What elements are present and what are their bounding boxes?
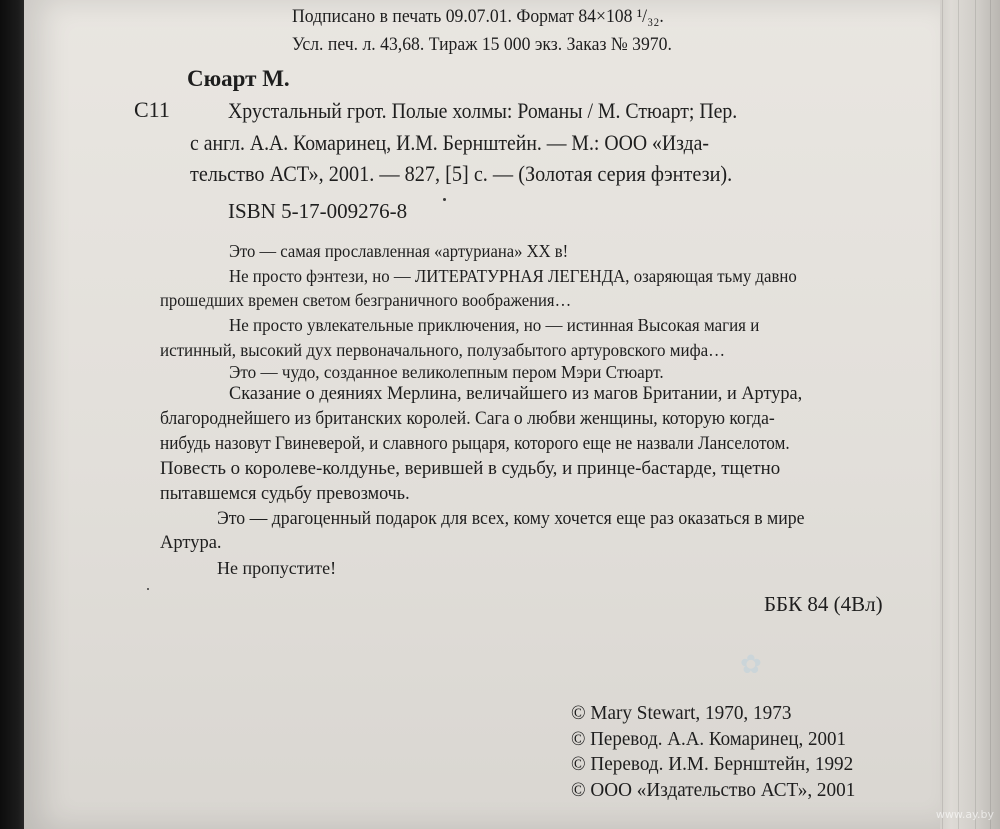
site-watermark: www.ay.by xyxy=(935,808,994,821)
annotation-line: Повесть о королеве-колдунье, верившей в судьбу, и принце-бастарде, тщетно xyxy=(160,459,781,479)
annotation-line: Не просто увлекательные приключения, но — истинная Высокая магия и xyxy=(229,315,760,335)
annotation-line: Сказание о деяниях Мерлина, величайшего из магов Британии, и Артура, xyxy=(229,384,803,404)
page-edge xyxy=(930,0,1000,829)
copyright-line: © Mary Stewart, 1970, 1973 xyxy=(571,702,792,724)
faint-stamp-icon: ✿ xyxy=(740,650,762,680)
biblio-line: с англ. А.А. Комаринец, И.М. Бернштейн. — М.: ООО «Изда- xyxy=(190,130,709,155)
annotation-line: Артура. xyxy=(160,533,222,553)
author-name: Сюарт М. xyxy=(187,66,290,91)
annotation-line: Это — драгоценный подарок для всех, кому хочется еще раз оказаться в мире xyxy=(217,509,805,529)
imprint-line: Усл. печ. л. 43,68. Тираж 15 000 экз. Заказ № 3970. xyxy=(292,34,672,55)
annotation-line: благороднейшего из британских королей. Сага о любви женщины, которую когда- xyxy=(160,409,775,429)
imprint-line: Подписано в печать 09.07.01. Формат 84×108 ¹/₃₂. xyxy=(292,6,664,27)
bbk-code: ББК 84 (4Вл) xyxy=(764,592,883,616)
copyright-line: © ООО «Издательство АСТ», 2001 xyxy=(571,779,856,801)
annotation-line: пытавшемся судьбу превозмочь. xyxy=(160,484,410,504)
annotation-line: нибудь назовут Гвиневерой, и славного рыцаря, которого еще не назвали Ланселотом. xyxy=(160,434,790,454)
copyright-line: © Перевод. А.А. Комаринец, 2001 xyxy=(571,728,847,750)
annotation-closing: Не пропустите! xyxy=(217,558,337,578)
ink-speck xyxy=(147,588,149,590)
biblio-line: тельство АСТ», 2001. — 827, [5] с. — (Золотая серия фэнтези). xyxy=(190,161,733,186)
annotation-line: Это — чудо, созданное великолепным пером Мэри Стюарт. xyxy=(229,362,664,382)
annotation-line: прошедших времен светом безграничного воображения… xyxy=(160,290,572,310)
isbn: ISBN 5-17-009276-8 xyxy=(228,199,408,223)
copyright-line: © Перевод. И.М. Бернштейн, 1992 xyxy=(571,753,854,775)
catalog-code: С11 xyxy=(134,97,170,122)
annotation-line: Это — самая прославленная «артуриана» XX в! xyxy=(229,241,569,261)
biblio-line: Хрустальный грот. Полые холмы: Романы / М. Стюарт; Пер. xyxy=(228,98,738,123)
annotation-line: истинный, высокий дух первоначального, полузабытого артуровского мифа… xyxy=(160,340,726,360)
ink-speck xyxy=(443,198,446,201)
annotation-line: Не просто фэнтези, но — ЛИТЕРАТУРНАЯ ЛЕГЕНДА, озаряющая тьму давно xyxy=(229,266,797,286)
